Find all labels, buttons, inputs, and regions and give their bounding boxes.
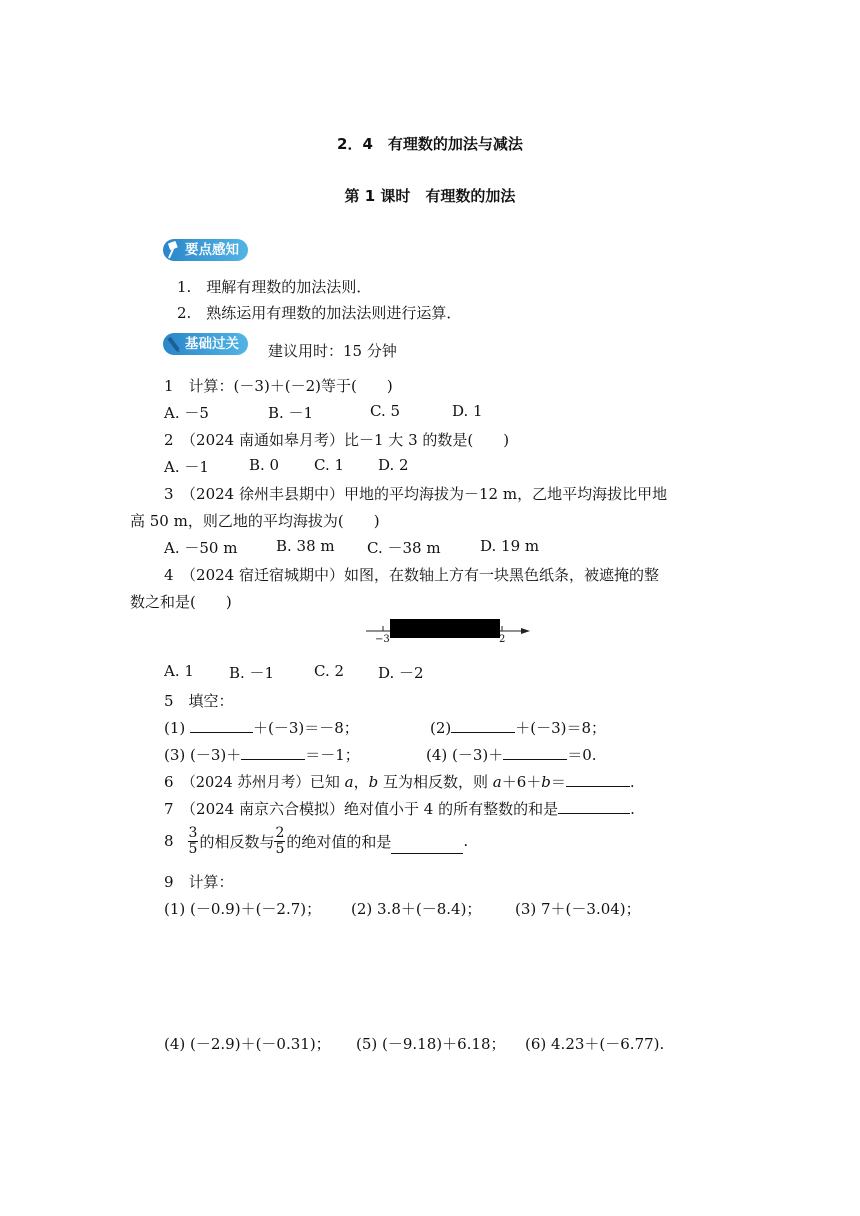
answer-blank[interactable] bbox=[190, 718, 253, 733]
basic-badge-label: 基础过关 bbox=[185, 336, 239, 352]
q4-option: A. 1 bbox=[164, 662, 194, 680]
q7: 7 （2024 南京六合模拟）绝对值小于 4 的所有整数的和是 . bbox=[164, 800, 635, 818]
number-line-figure bbox=[360, 615, 535, 651]
q1-stem: 1 计算：(－3)＋(－2)等于( ) bbox=[164, 377, 393, 395]
q3-option: D. 19 m bbox=[480, 537, 540, 555]
q9-part: (4) (－2.9)＋(－0.31)； bbox=[164, 1035, 331, 1053]
q3-option: B. 38 m bbox=[276, 537, 335, 555]
q9-part: (2) 3.8＋(－8.4)； bbox=[351, 900, 482, 918]
answer-blank[interactable] bbox=[451, 718, 515, 733]
q9-part: (5) (－9.18)＋6.18； bbox=[356, 1035, 506, 1053]
q6: 6 （2024 苏州月考）已知 a，b 互为相反数，则 a＋6＋b＝ . bbox=[164, 773, 635, 791]
answer-blank[interactable] bbox=[391, 839, 463, 854]
q3-stem: 高 50 m，则乙地的平均海拔为( ) bbox=[130, 512, 380, 530]
q9-stem: 9 计算： bbox=[164, 873, 234, 891]
q9-part: (6) 4.23＋(－6.77). bbox=[525, 1035, 665, 1053]
q5-part-4: (4) (－3)＋ ＝0. bbox=[426, 746, 597, 764]
q4-stem: 4 （2024 宿迁宿城期中）如图，在数轴上方有一块黑色纸条，被遮掩的整 bbox=[164, 566, 659, 584]
basic-badge bbox=[163, 333, 248, 355]
answer-blank[interactable] bbox=[241, 745, 305, 760]
q3-option: C. －38 m bbox=[367, 539, 441, 557]
q5-part-2: (2) ＋(－3)＝8； bbox=[430, 719, 607, 737]
answer-blank[interactable] bbox=[566, 772, 630, 787]
key-point-item: 2. 熟练运用有理数的加法法则进行运算． bbox=[177, 304, 462, 322]
q2-option: C. 1 bbox=[314, 456, 345, 474]
q1-option: D. 1 bbox=[452, 402, 483, 420]
key-points-badge-label: 要点感知 bbox=[185, 242, 239, 258]
q1-option: B. －1 bbox=[268, 404, 314, 422]
q2-option: D. 2 bbox=[378, 456, 409, 474]
time-hint: 建议用时：15 分钟 bbox=[268, 342, 397, 360]
answer-blank[interactable] bbox=[558, 799, 630, 814]
q8: 8 $\frac{3}{5}$ 的相反数与 $\frac{2}{5}$ 的绝对值的和是 . bbox=[164, 824, 469, 857]
q5-stem: 5 填空： bbox=[164, 692, 234, 710]
axis-label-left: −3 bbox=[375, 634, 390, 645]
lesson-title: 第 1 课时 有理数的加法 bbox=[344, 187, 516, 205]
q4-stem: 数之和是( ) bbox=[130, 593, 232, 611]
key-points-badge bbox=[163, 239, 248, 261]
q2-option: A. －1 bbox=[164, 458, 209, 476]
q5-part-3: (3) (－3)＋ ＝－1； bbox=[164, 746, 360, 764]
axis-label-right: 2 bbox=[499, 634, 506, 645]
q3-stem: 3 （2024 徐州丰县期中）甲地的平均海拔为－12 m，乙地平均海拔比甲地 bbox=[164, 485, 668, 503]
fraction: $\frac{2}{5}$ bbox=[275, 824, 285, 857]
q4-option: D. －2 bbox=[378, 664, 424, 682]
section-title: 2．4 有理数的加法与减法 bbox=[337, 135, 523, 153]
q5-part-1: (1) ＋(－3)＝－8； bbox=[164, 719, 359, 737]
q9-part: (3) 7＋(－3.04)； bbox=[515, 900, 641, 918]
q9-part: (1) (－0.9)＋(－2.7)； bbox=[164, 900, 322, 918]
key-point-item: 1. 理解有理数的加法法则． bbox=[177, 278, 372, 296]
q1-option: A. －5 bbox=[164, 404, 209, 422]
q3-option: A. －50 m bbox=[164, 539, 238, 557]
q2-option: B. 0 bbox=[249, 456, 280, 474]
black-paper-strip bbox=[390, 619, 500, 638]
q2-stem: 2 （2024 南通如皋月考）比－1 大 3 的数是( ) bbox=[164, 431, 510, 449]
pushpin-icon bbox=[166, 241, 182, 266]
q1-option: C. 5 bbox=[370, 402, 401, 420]
pencil-icon bbox=[166, 335, 182, 360]
q4-option: B. －1 bbox=[229, 664, 275, 682]
fraction: $\frac{3}{5}$ bbox=[188, 824, 198, 857]
answer-blank[interactable] bbox=[503, 745, 567, 760]
q4-option: C. 2 bbox=[314, 662, 345, 680]
